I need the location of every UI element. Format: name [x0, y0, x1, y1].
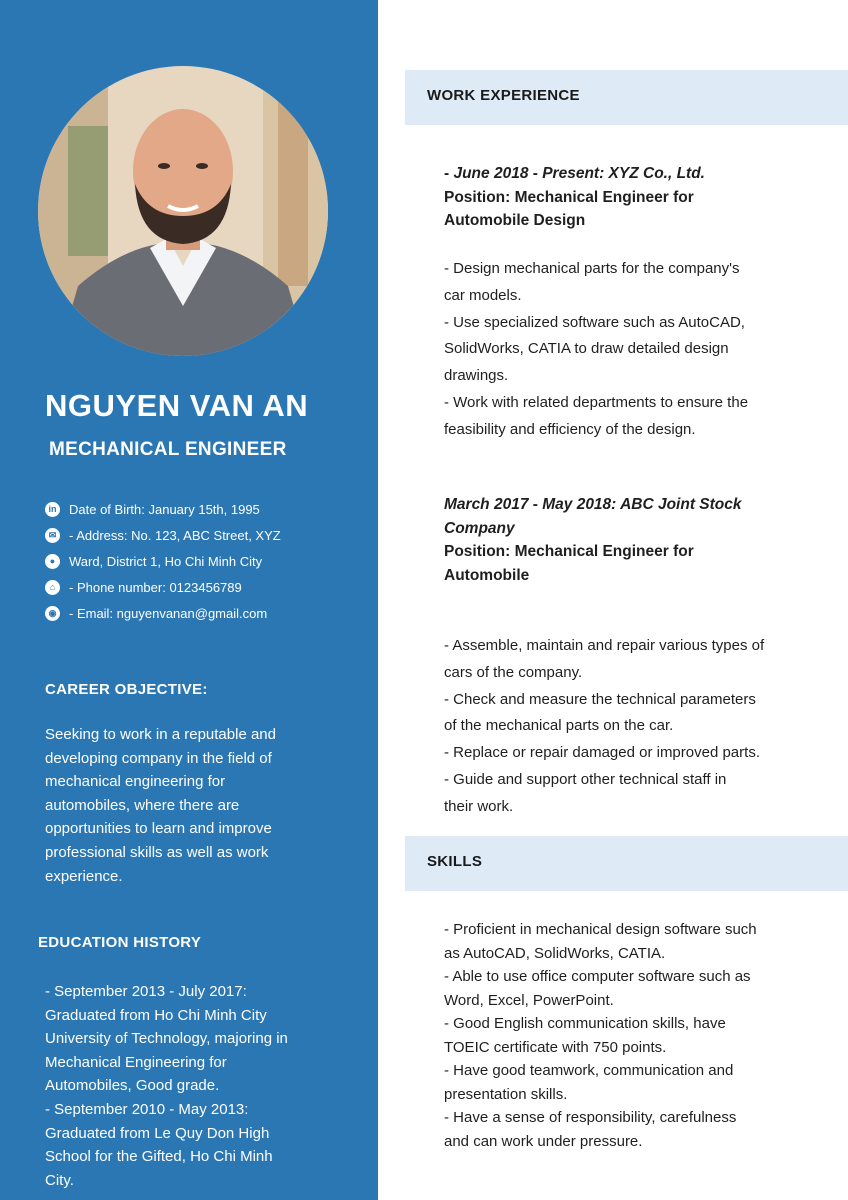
- duty-line: SolidWorks, CATIA to draw detailed design: [444, 340, 729, 358]
- text-line: School for the Gifted, Ho Chi Minh: [45, 1148, 273, 1166]
- skills-heading: SKILLS: [427, 853, 483, 870]
- text-line: mechanical engineering for: [45, 773, 226, 791]
- duty-line: - Assemble, maintain and repair various types of: [444, 637, 765, 654]
- job-period: [444, 162, 705, 186]
- duty-line: - Guide and support other technical staff in: [444, 770, 727, 788]
- skill-line: and can work under pressure.: [444, 1132, 643, 1150]
- work-experience-heading: WORK EXPERIENCE: [427, 87, 580, 104]
- duty-line: of the mechanical parts on the car.: [444, 717, 674, 735]
- text-line: Graduated from Ho Chi Minh City: [45, 1006, 267, 1024]
- job-entry: [444, 162, 705, 233]
- skill-line: - Able to use office computer software such as: [444, 968, 751, 985]
- skill-line: Word, Excel, PowerPoint.: [444, 991, 614, 1009]
- period-separator: -: [528, 165, 543, 182]
- duty-line: - Design mechanical parts for the company's: [444, 260, 740, 277]
- text-line: - September 2013 - July 2017:: [45, 983, 247, 1000]
- period-continued: Company: [444, 519, 515, 537]
- period-end: Present: XYZ Co., Ltd.: [542, 165, 705, 182]
- contact-text: - Email: nguyenvanan@gmail.com: [69, 605, 268, 621]
- job-position: Position: Mechanical Engineer for: [444, 543, 694, 561]
- text-line: developing company in the field of: [45, 749, 272, 767]
- job-position: Automobile: [444, 566, 530, 584]
- career-objective-text: [45, 723, 276, 888]
- contact-item-address: [45, 523, 281, 549]
- period-start: March 2017: [444, 496, 529, 513]
- period-end: May 2018: ABC Joint Stock: [542, 496, 742, 513]
- text-line: automobiles, where there are: [45, 796, 240, 814]
- skill-line: as AutoCAD, SolidWorks, CATIA.: [444, 944, 666, 962]
- text-line: experience.: [45, 867, 123, 885]
- eye-icon: ◉: [45, 606, 60, 621]
- duty-line: - Work with related departments to ensure the: [444, 393, 749, 411]
- contact-item-ward: [45, 549, 281, 575]
- contact-text: - Address: No. 123, ABC Street, XYZ: [69, 528, 281, 544]
- skills-band: [405, 836, 848, 891]
- duty-line: - Replace or repair damaged or improved parts.: [444, 744, 760, 762]
- duty-line: cars of the company.: [444, 663, 583, 681]
- job-duties: [444, 633, 764, 821]
- text-line: University of Technology, majoring in: [45, 1030, 288, 1048]
- education-text: [45, 980, 288, 1192]
- contact-list: [45, 497, 281, 626]
- contact-item-email: [45, 600, 281, 626]
- duty-line: - Check and measure the technical parameters: [444, 690, 756, 708]
- duty-line: their work.: [444, 797, 514, 815]
- text-line: Graduated from Le Quy Don High: [45, 1124, 270, 1142]
- mail-icon: ✉: [45, 528, 60, 543]
- duty-line: - Use specialized software such as AutoCAD,: [444, 313, 745, 331]
- career-objective-heading: CAREER OBJECTIVE:: [45, 681, 208, 698]
- skill-line: - Have a sense of responsibility, carefulness: [444, 1109, 737, 1126]
- period-separator: -: [528, 496, 543, 513]
- person-name: NGUYEN VAN AN: [45, 388, 309, 423]
- contact-item-phone: [45, 574, 281, 600]
- text-line: City.: [45, 1171, 74, 1189]
- user-icon: ●: [45, 554, 60, 569]
- skill-line: - Have good teamwork, communication and: [444, 1062, 734, 1079]
- linkedin-icon: in: [45, 502, 60, 517]
- person-title: MECHANICAL ENGINEER: [49, 439, 287, 460]
- home-icon: ⌂: [45, 580, 60, 595]
- contact-text: Ward, District 1, Ho Chi Minh City: [69, 553, 263, 569]
- work-experience-band: [405, 70, 848, 125]
- text-line: Mechanical Engineering for: [45, 1053, 227, 1071]
- job-entry: [444, 493, 742, 587]
- skill-line: TOEIC certificate with 750 points.: [444, 1038, 667, 1056]
- skills-list: [444, 918, 757, 1153]
- text-line: Automobiles, Good grade.: [45, 1077, 220, 1095]
- text-line: opportunities to learn and improve: [45, 820, 272, 838]
- skill-line: presentation skills.: [444, 1085, 568, 1103]
- education-heading: EDUCATION HISTORY: [38, 934, 202, 951]
- contact-text: Date of Birth: January 15th, 1995: [69, 502, 260, 518]
- job-position: Automobile Design: [444, 212, 586, 230]
- duty-line: feasibility and efficiency of the design.: [444, 420, 696, 438]
- job-duties: [444, 256, 748, 444]
- duty-line: drawings.: [444, 367, 509, 385]
- profile-photo: [38, 66, 328, 356]
- skill-line: - Good English communication skills, have: [444, 1015, 726, 1032]
- job-period: [444, 493, 742, 517]
- duty-line: car models.: [444, 286, 522, 304]
- contact-item-birth: [45, 497, 281, 523]
- text-line: professional skills as well as work: [45, 843, 269, 861]
- text-line: Seeking to work in a reputable and: [45, 726, 276, 743]
- period-prefix: -: [444, 165, 454, 182]
- sidebar: [0, 0, 378, 1200]
- contact-text: - Phone number: 0123456789: [69, 579, 242, 595]
- text-line: - September 2010 - May 2013:: [45, 1100, 249, 1118]
- skill-line: - Proficient in mechanical design software such: [444, 921, 757, 938]
- period-start: June 2018: [453, 165, 529, 182]
- job-position: Position: Mechanical Engineer for: [444, 188, 694, 206]
